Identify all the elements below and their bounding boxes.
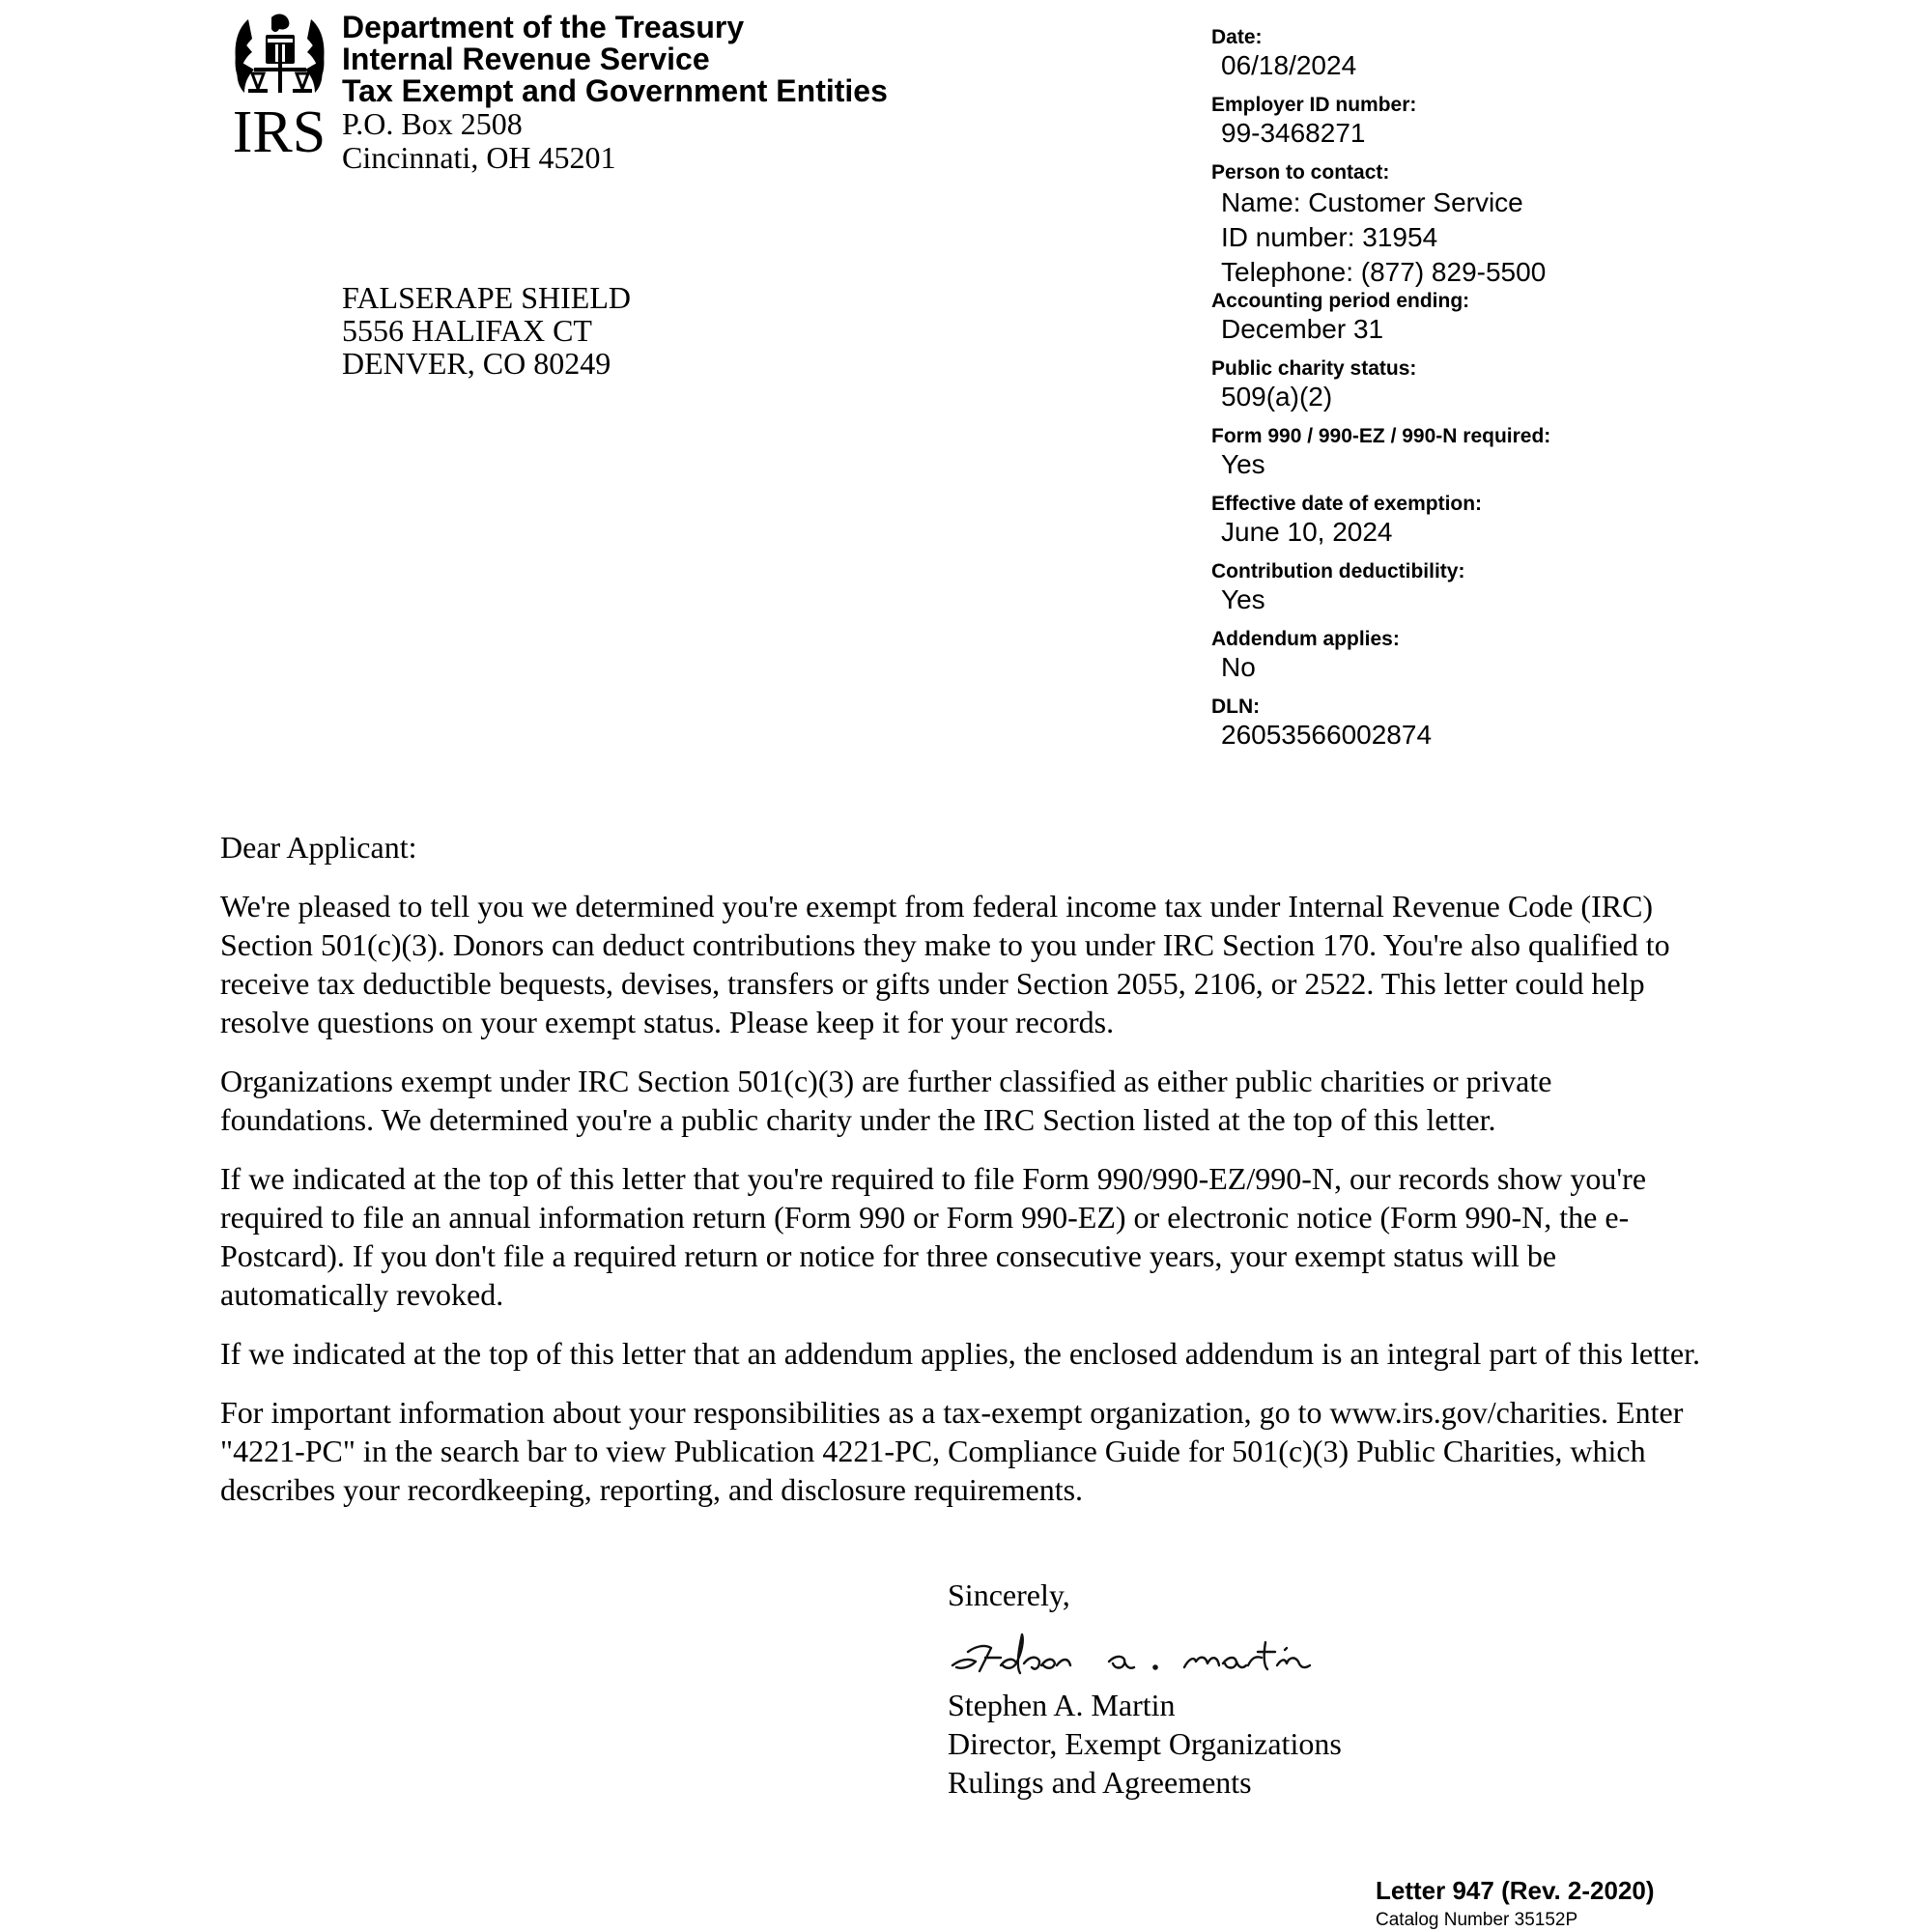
contact-value: [1211, 185, 1752, 290]
agency-line: Department of the Treasury: [342, 10, 745, 44]
accounting-field: [1211, 290, 1752, 357]
address-line: P.O. Box 2508: [342, 106, 523, 141]
agency-name: [342, 12, 888, 107]
charity-status-field: [1211, 357, 1752, 425]
charity-status-value: 509(a)(2): [1221, 382, 1333, 412]
recipient-street: 5556 HALIFAX CT: [342, 313, 592, 348]
contact-field: [1211, 161, 1752, 290]
ein-label: Employer ID number:: [1211, 94, 1417, 116]
irs-wordmark: IRS: [232, 99, 327, 155]
dln-value: 26053566002874: [1221, 720, 1433, 750]
eagle-emblem-icon: [229, 12, 330, 155]
date-label: Date:: [1211, 26, 1263, 48]
signer-title: Director, Exempt Organizations: [948, 1726, 1342, 1761]
agency-line: Internal Revenue Service: [342, 42, 710, 76]
signer-title: Rulings and Agreements: [948, 1765, 1252, 1800]
signer-block: [948, 1686, 1342, 1802]
effective-date-value: June 10, 2024: [1221, 517, 1393, 547]
contact-label: Person to contact:: [1211, 161, 1390, 184]
form-required-label: Form 990 / 990-EZ / 990-N required:: [1211, 425, 1551, 447]
charity-status-label: Public charity status:: [1211, 357, 1417, 380]
addendum-label: Addendum applies:: [1211, 628, 1400, 650]
addendum-value: No: [1221, 652, 1256, 682]
body-paragraph: If we indicated at the top of this letter that an addendum applies, the enclosed addendum is an integral part of this letter.: [220, 1336, 1700, 1371]
body-paragraph: Organizations exempt under IRC Section 501(c)(3) are further classified as either public charities or private foundations. We determined you're a public charity under the IRC Section listed at the top of this letter.: [220, 1064, 1552, 1137]
contact-name: Name: Customer Service: [1221, 187, 1523, 217]
deductibility-field: [1211, 560, 1752, 628]
body-paragraph: For important information about your responsibilities as a tax-exempt organization, go to www.irs.gov/charities. Enter "4221-PC" in the search bar to view Publication 4221-PC, Compliance Guide for 501(c)(3) Public Charities, which describes your recordkeeping, reporting, and disclosure requirements.: [220, 1395, 1684, 1507]
recipient-city: DENVER, CO 80249: [342, 346, 611, 381]
recipient-name: FALSERAPE SHIELD: [342, 280, 631, 315]
signer-name: Stephen A. Martin: [948, 1688, 1176, 1722]
closing: Sincerely,: [948, 1577, 1070, 1612]
effective-date-field: [1211, 493, 1752, 560]
date-field: [1211, 26, 1752, 94]
form-required-field: [1211, 425, 1752, 493]
deductibility-value: Yes: [1221, 584, 1265, 614]
recipient-address: [342, 281, 631, 380]
deductibility-label: Contribution deductibility:: [1211, 560, 1465, 582]
contact-phone: Telephone: (877) 829-5500: [1221, 257, 1547, 287]
ein-field: [1211, 94, 1752, 161]
accounting-value: December 31: [1221, 314, 1384, 344]
contact-id: ID number: 31954: [1221, 222, 1438, 252]
form-required-value: Yes: [1221, 449, 1265, 479]
ein-value: 99-3468271: [1221, 118, 1366, 148]
letter-body: [220, 887, 1708, 1529]
letter-info-panel: [1211, 26, 1752, 763]
agency-line: Tax Exempt and Government Entities: [342, 73, 888, 108]
catalog-number: Catalog Number 35152P: [1376, 1910, 1578, 1930]
date-value: 06/18/2024: [1221, 50, 1357, 80]
return-address: [342, 107, 616, 175]
accounting-label: Accounting period ending:: [1211, 290, 1470, 312]
salutation: Dear Applicant:: [220, 830, 417, 865]
body-paragraph: We're pleased to tell you we determined you're exempt from federal income tax under Internal Revenue Code (IRC) Section 501(c)(3). Donors can deduct contributions they make to you under IRC Section 170. You're also qualified to receive tax deductible bequests, devises, transfers or gifts under Section 2055, 2106, or 2522. This letter could help resolve questions on your exempt status. Please keep it for your records.: [220, 889, 1670, 1039]
signature: [947, 1623, 1328, 1681]
effective-date-label: Effective date of exemption:: [1211, 493, 1483, 515]
dln-label: DLN:: [1211, 696, 1261, 718]
address-line: Cincinnati, OH 45201: [342, 140, 616, 175]
dln-field: [1211, 696, 1752, 763]
form-identifier: Letter 947 (Rev. 2-2020): [1376, 1876, 1655, 1905]
handwritten-signature-icon: [947, 1623, 1328, 1681]
body-paragraph: If we indicated at the top of this letter that you're required to file Form 990/990-EZ/990-N, our records show you're required to file an annual information return (Form 990 or Form 990-EZ) or electronic notice (Form 990-N, the e-Postcard). If you don't file a required return or notice for three consecutive years, your exempt status will be automatically revoked.: [220, 1161, 1647, 1312]
addendum-field: [1211, 628, 1752, 696]
irs-logo: [229, 12, 330, 155]
